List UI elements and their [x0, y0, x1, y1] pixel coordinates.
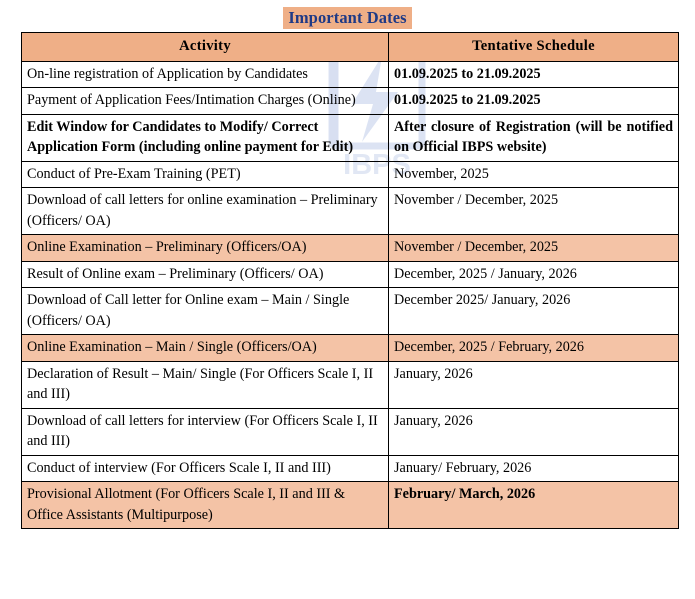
cell-schedule: January, 2026 [389, 361, 679, 408]
table-row [22, 261, 679, 288]
table-row [22, 188, 679, 235]
page-title-container [0, 7, 695, 29]
cell-schedule: After closure of Registration (will be notified on Official IBPS website) [389, 114, 679, 161]
table-row [22, 61, 679, 88]
cell-activity: Provisional Allotment (For Officers Scale I, II and III & Office Assistants (Multipurpose) [22, 482, 389, 529]
cell-activity: Declaration of Result – Main/ Single (For Officers Scale I, II and III) [22, 361, 389, 408]
cell-schedule: January, 2026 [389, 408, 679, 455]
cell-activity: Online Examination – Main / Single (Officers/OA) [22, 335, 389, 362]
table-row [22, 361, 679, 408]
cell-schedule: December, 2025 / January, 2026 [389, 261, 679, 288]
table-row [22, 114, 679, 161]
table-row [22, 408, 679, 455]
column-header-schedule: Tentative Schedule [389, 33, 679, 62]
table-row [22, 335, 679, 362]
cell-schedule: 01.09.2025 to 21.09.2025 [389, 61, 679, 88]
cell-activity: Result of Online exam – Preliminary (Officers/ OA) [22, 261, 389, 288]
cell-schedule: 01.09.2025 to 21.09.2025 [389, 88, 679, 115]
cell-activity: Download of call letters for online examination – Preliminary (Officers/ OA) [22, 188, 389, 235]
cell-schedule: February/ March, 2026 [389, 482, 679, 529]
cell-schedule: December, 2025 / February, 2026 [389, 335, 679, 362]
table-row [22, 161, 679, 188]
cell-schedule: January/ February, 2026 [389, 455, 679, 482]
cell-activity: Edit Window for Candidates to Modify/ Correct Application Form (including online payment for Edit) [22, 114, 389, 161]
column-header-activity: Activity [22, 33, 389, 62]
table-body [22, 61, 679, 529]
cell-activity: Online Examination – Preliminary (Officers/OA) [22, 235, 389, 262]
important-dates-table [21, 32, 679, 529]
cell-schedule: November / December, 2025 [389, 235, 679, 262]
cell-activity: Download of Call letter for Online exam – Main / Single (Officers/ OA) [22, 288, 389, 335]
cell-activity: Download of call letters for interview (For Officers Scale I, II and III) [22, 408, 389, 455]
table-row [22, 235, 679, 262]
cell-activity: Payment of Application Fees/Intimation Charges (Online) [22, 88, 389, 115]
page-title: Important Dates [283, 7, 411, 29]
cell-schedule: November, 2025 [389, 161, 679, 188]
table-header-row [22, 33, 679, 62]
cell-activity: Conduct of interview (For Officers Scale I, II and III) [22, 455, 389, 482]
cell-schedule: November / December, 2025 [389, 188, 679, 235]
table-row [22, 482, 679, 529]
table-row [22, 88, 679, 115]
table-row [22, 455, 679, 482]
cell-schedule: December 2025/ January, 2026 [389, 288, 679, 335]
cell-activity: Conduct of Pre-Exam Training (PET) [22, 161, 389, 188]
ibps-watermark-text: IBPS [343, 149, 411, 181]
cell-activity: On-line registration of Application by Candidates [22, 61, 389, 88]
table-row [22, 288, 679, 335]
